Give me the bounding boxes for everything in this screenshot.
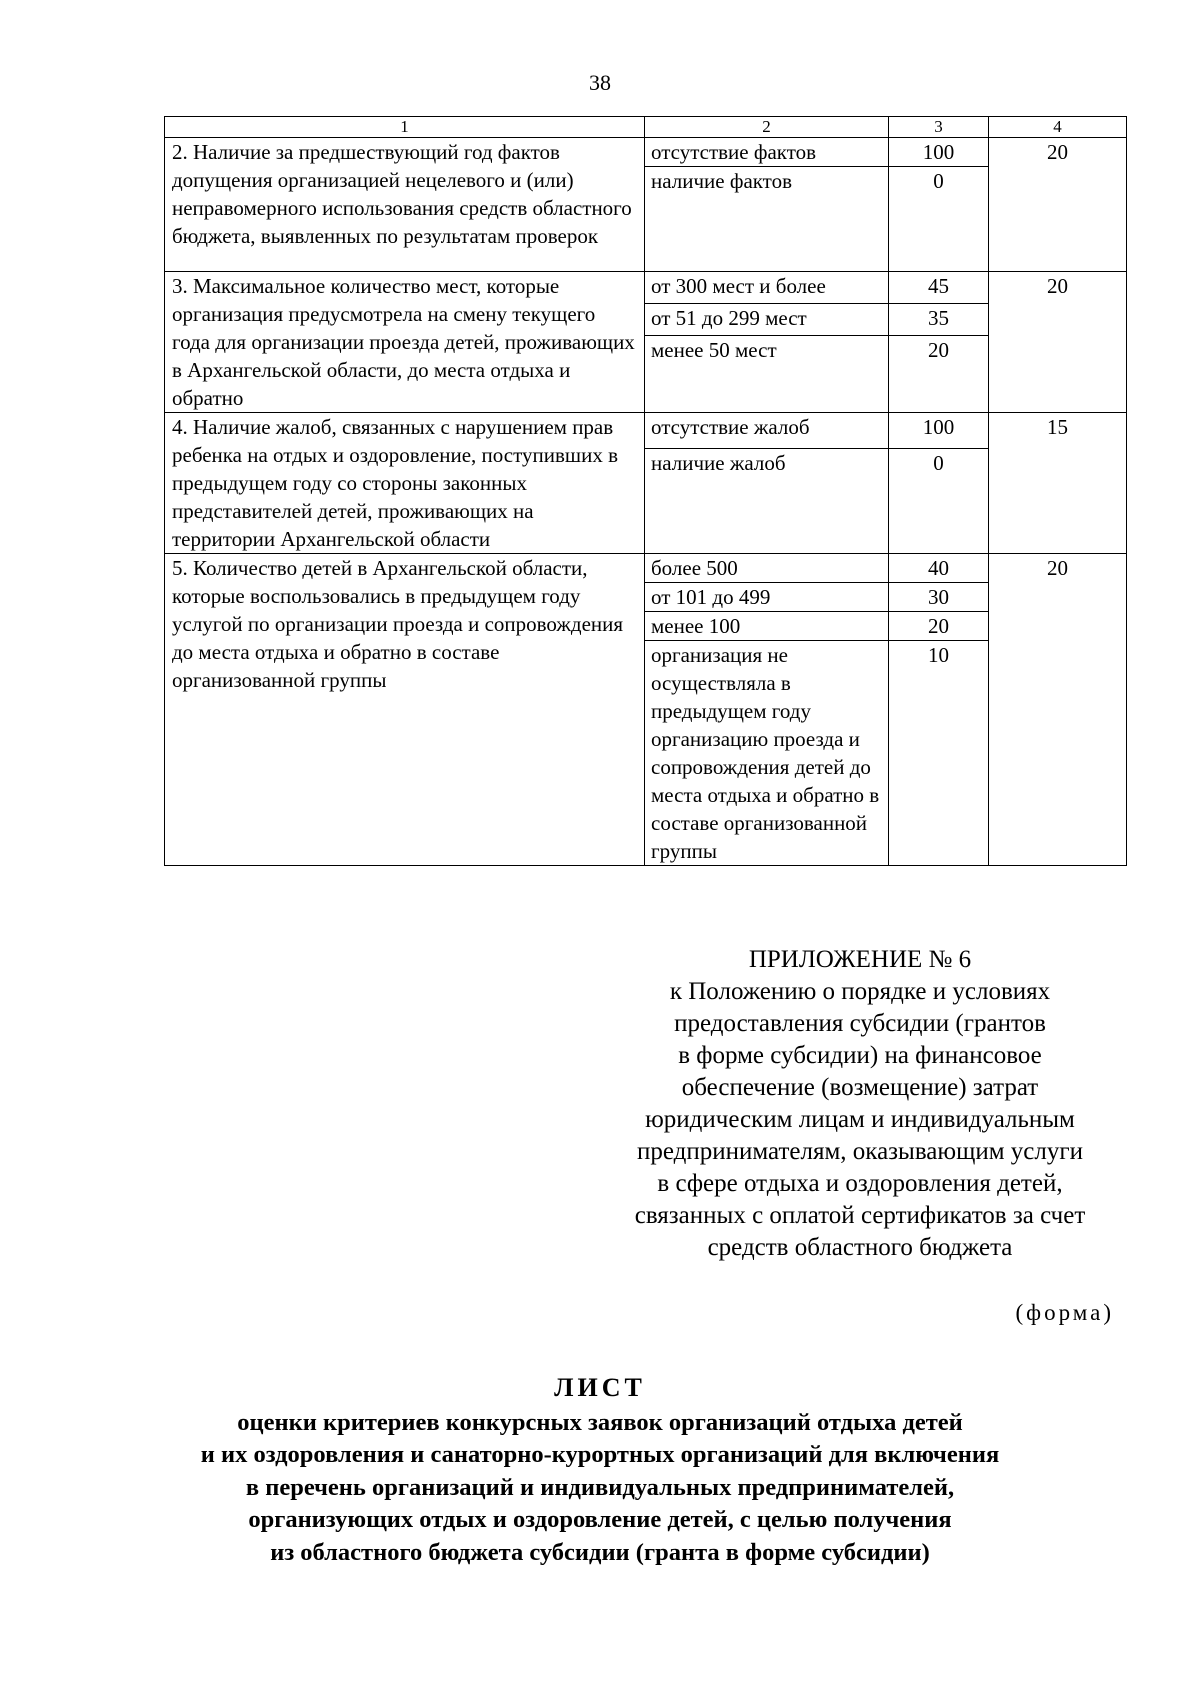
criterion-text: 2. Наличие за предшествующий год фактов допущения организацией нецелевого и (или) неправомерного использования средств областного бюджета, выявленных по результатам проверок [165, 138, 645, 272]
criteria-table [164, 116, 1127, 866]
appendix-line: юридическим лицам и индивидуальным [645, 1106, 1075, 1133]
option-score: 40 [889, 554, 989, 583]
option-label: организация не осуществляла в предыдущем году организацию проезда и сопровождения детей до места отдыха и обратно в составе организованной группы [645, 641, 889, 866]
option-label: отсутствие жалоб [645, 413, 889, 449]
sheet-subtitle-line: из областного бюджета субсидии (гранта в форме субсидии) [270, 1538, 930, 1566]
option-score: 100 [889, 138, 989, 167]
sheet-subtitle-line: в перечень организаций и индивидуальных предпринимателей, [245, 1473, 955, 1501]
option-label: от 101 до 499 [645, 583, 889, 612]
option-score: 10 [889, 641, 989, 866]
criterion-text: 4. Наличие жалоб, связанных с нарушением прав ребенка на отдых и оздоровление, поступивших в предыдущем году со стороны законных представителей детей, проживающих на территории Архангельской области [165, 413, 645, 554]
column-number-3: 3 [889, 117, 989, 138]
option-score: 0 [889, 449, 989, 554]
appendix-block [590, 944, 1130, 1264]
appendix-line: обеспечение (возмещение) затрат [681, 1074, 1039, 1101]
column-number-1: 1 [165, 117, 645, 138]
option-label: менее 50 мест [645, 336, 889, 413]
criterion-weight: 15 [989, 413, 1127, 554]
column-number-4: 4 [989, 117, 1127, 138]
column-number-2: 2 [645, 117, 889, 138]
option-label: отсутствие фактов [645, 138, 889, 167]
appendix-line: в форме субсидии) на финансовое [678, 1042, 1042, 1069]
option-label: наличие жалоб [645, 449, 889, 554]
criterion-weight: 20 [989, 138, 1127, 272]
option-score: 20 [889, 336, 989, 413]
table-row [165, 554, 1127, 583]
option-score: 30 [889, 583, 989, 612]
option-label: менее 100 [645, 612, 889, 641]
appendix-line: средств областного бюджета [707, 1234, 1013, 1261]
appendix-line: предпринимателям, оказывающим услуги [637, 1138, 1083, 1165]
sheet-title: ЛИСТ [554, 1373, 646, 1402]
option-label: от 300 мест и более [645, 272, 889, 304]
appendix-line: связанных с оплатой сертификатов за счет [634, 1202, 1086, 1229]
sheet-heading [0, 1372, 1200, 1569]
appendix-line: предоставления субсидии (грантов [674, 1010, 1046, 1037]
sheet-subtitle-line: организующих отдых и оздоровление детей, с целью получения [248, 1506, 952, 1533]
option-label: наличие фактов [645, 167, 889, 272]
sheet-subtitle-line: и их оздоровления и санаторно-курортных организаций для включения [200, 1441, 1000, 1468]
sheet-subtitle-line: оценки критериев конкурсных заявок организаций отдыха детей [237, 1408, 963, 1436]
criterion-weight: 20 [989, 554, 1127, 866]
criterion-text: 3. Максимальное количество мест, которые организация предусмотрела на смену текущего года для организации проезда детей, проживающих в Архангельской области, до места отдыха и обратно [165, 272, 645, 413]
option-label: от 51 до 299 мест [645, 304, 889, 336]
option-score: 35 [889, 304, 989, 336]
page-number: 38 [589, 70, 611, 95]
option-label: более 500 [645, 554, 889, 583]
table-row [165, 272, 1127, 304]
option-score: 20 [889, 612, 989, 641]
criterion-text: 5. Количество детей в Архангельской области, которые воспользовались в предыдущем году услугой по организации проезда и сопровождения до места отдыха и обратно в составе организованной группы [165, 554, 645, 866]
table-header-row [165, 117, 1127, 138]
table-row [165, 138, 1127, 167]
appendix-title: ПРИЛОЖЕНИЕ № 6 [748, 946, 972, 973]
criterion-weight: 20 [989, 272, 1127, 413]
appendix-line: к Положению о порядке и условиях [669, 978, 1051, 1005]
form-label: (форма) [1015, 1300, 1114, 1325]
option-score: 100 [889, 413, 989, 449]
option-score: 0 [889, 167, 989, 272]
table-row [165, 413, 1127, 449]
option-score: 45 [889, 272, 989, 304]
appendix-line: в сфере отдыха и оздоровления детей, [657, 1170, 1063, 1197]
